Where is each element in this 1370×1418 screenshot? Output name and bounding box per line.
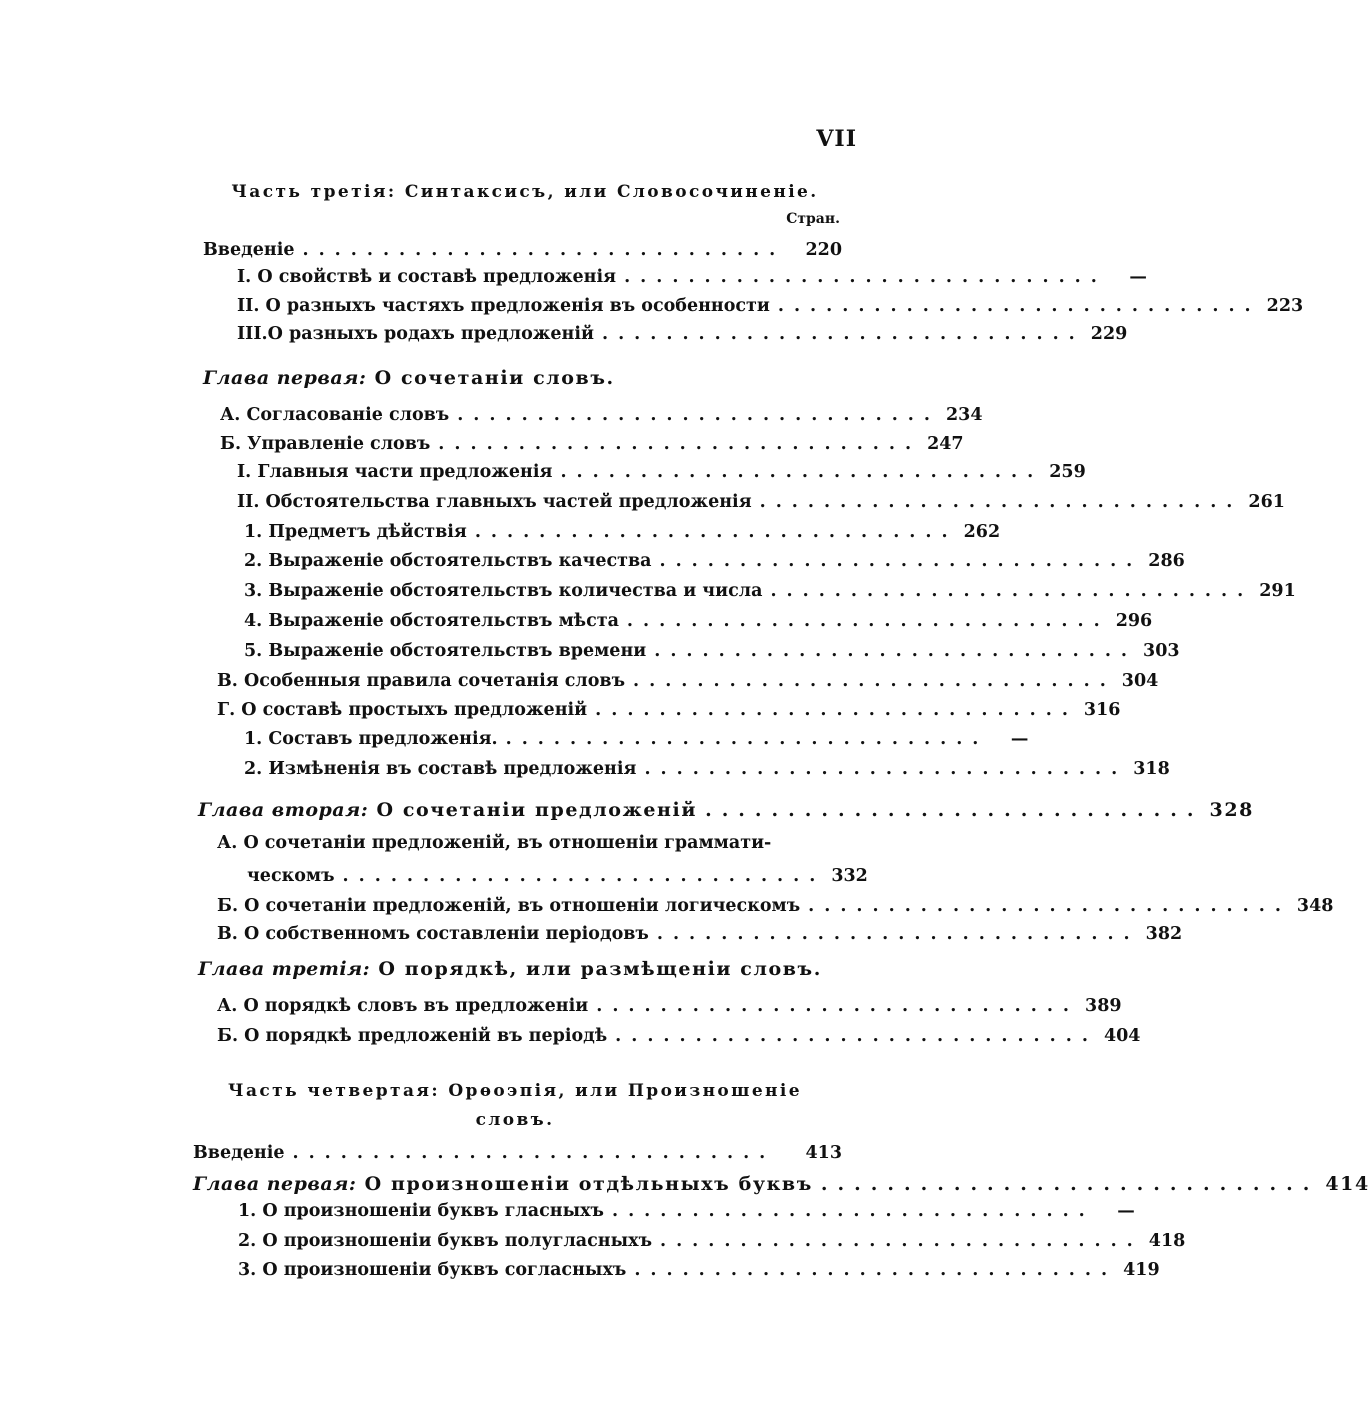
page-ref: — xyxy=(1129,267,1147,287)
page-ref: 304 xyxy=(1121,671,1159,691)
part3-entry-9 xyxy=(237,492,1285,518)
entry-label xyxy=(237,296,770,316)
page-ref: 419 xyxy=(1123,1260,1160,1280)
page-ref: 389 xyxy=(1085,996,1122,1016)
part3-entry-2 xyxy=(237,267,1147,293)
page-number: VII xyxy=(816,126,857,152)
entry-label xyxy=(237,492,752,512)
entry-title: 1. Составъ предложенія. xyxy=(244,729,498,749)
entry-label xyxy=(238,1260,626,1280)
dot-leader: .............................. xyxy=(602,324,1085,344)
page-ref: 316 xyxy=(1083,700,1121,720)
dot-leader: .............................. xyxy=(615,1026,1098,1046)
page-ref: 328 xyxy=(1209,799,1254,821)
part3-entry-4 xyxy=(237,324,1128,350)
entry-label xyxy=(244,729,498,749)
entry-label xyxy=(217,1026,607,1046)
entry-label xyxy=(220,405,449,425)
part3-entry-6 xyxy=(220,405,983,431)
entry-title: I. Главныя части предложенія xyxy=(237,462,553,482)
part3-entry-24 xyxy=(198,958,842,984)
page-ref: 259 xyxy=(1049,462,1086,482)
page-ref: — xyxy=(1010,729,1029,749)
dot-leader: .............................. xyxy=(660,1231,1143,1251)
part4-entry-5 xyxy=(238,1260,1160,1286)
entry-title: О произношеніи отдѣльныхъ буквъ xyxy=(356,1173,813,1195)
part3-entry-5 xyxy=(203,367,842,393)
part3-entry-26 xyxy=(217,1026,1141,1052)
entry-title: А. О сочетаніи предложеній, въ отношеніи граммати- xyxy=(217,833,772,853)
part3-entry-18 xyxy=(244,759,1170,785)
entry-title: 1. Предметъ дѣйствія xyxy=(244,522,467,542)
entry-title: О порядкѣ, или размѣщеніи словъ. xyxy=(370,958,822,980)
part4-entry-3 xyxy=(238,1201,1135,1227)
dot-leader: .............................. xyxy=(626,611,1110,631)
entry-label xyxy=(217,700,587,720)
dot-leader: .............................. xyxy=(611,1201,1095,1221)
dot-leader: .............................. xyxy=(438,434,922,454)
part3-entry-22 xyxy=(217,896,1334,922)
entry-label xyxy=(237,324,594,344)
page-ref: 261 xyxy=(1248,492,1285,512)
page-ref: 414 xyxy=(1325,1173,1370,1195)
dot-leader: .............................. xyxy=(820,1173,1320,1195)
dot-leader: .............................. xyxy=(634,1260,1118,1280)
part3-entry-3 xyxy=(237,296,1304,322)
dot-leader: .............................. xyxy=(770,581,1254,601)
entry-label xyxy=(193,1173,813,1195)
part3-entry-23 xyxy=(217,924,1183,950)
entry-label xyxy=(220,434,430,454)
entry-title: 3. О произношеніи буквъ согласныхъ xyxy=(238,1260,627,1280)
dot-leader: .............................. xyxy=(705,799,1204,821)
entry-title: О сочетаніи словъ. xyxy=(366,367,615,389)
entry-title: Б. Управленіе словъ xyxy=(220,434,431,454)
dot-leader: .............................. xyxy=(777,296,1261,316)
part4-entry-2 xyxy=(193,1173,1370,1199)
part3-entry-20 xyxy=(217,833,842,859)
entry-title: Б. О сочетаніи предложеній, въ отношеніи логическомъ xyxy=(217,896,801,916)
chapter-heading: Глава третія: xyxy=(198,958,371,980)
entry-title: I. О свойствѣ и составѣ предложенія xyxy=(237,267,617,287)
entry-label xyxy=(244,641,646,661)
part3-entry-17 xyxy=(244,729,1029,755)
chapter-heading: Глава первая: xyxy=(203,367,367,389)
dot-leader: .............................. xyxy=(560,462,1044,482)
chapter-heading: Глава первая: xyxy=(193,1173,357,1195)
part3-entry-11 xyxy=(244,551,1185,577)
dot-leader: .............................. xyxy=(292,1143,776,1163)
entry-title: Г. О составѣ простыхъ предложеній xyxy=(217,700,588,720)
entry-label xyxy=(244,551,652,571)
page-ref: 220 xyxy=(805,240,842,260)
entry-label xyxy=(237,462,552,482)
entry-title: А. О порядкѣ словъ въ предложеніи xyxy=(217,996,589,1016)
page-ref: 229 xyxy=(1090,324,1128,344)
entry-label xyxy=(244,581,762,601)
entry-label xyxy=(247,866,335,886)
page-ref: 234 xyxy=(945,405,983,425)
page-ref: 404 xyxy=(1103,1026,1141,1046)
entry-label xyxy=(244,611,619,631)
entry-title: Введеніе xyxy=(193,1143,285,1163)
entry-label xyxy=(217,671,625,691)
dot-leader: .............................. xyxy=(654,641,1138,661)
dot-leader: .............................. xyxy=(644,759,1128,779)
part4-entry-4 xyxy=(238,1231,1186,1257)
entry-label xyxy=(198,799,697,821)
part3-entry-25 xyxy=(217,996,1122,1022)
part4-entry-1 xyxy=(193,1143,842,1169)
entry-label xyxy=(238,1231,652,1251)
entry-title: 2. О произношеніи буквъ полугласныхъ xyxy=(238,1231,652,1251)
page-ref: 332 xyxy=(831,866,868,886)
entry-title: 3. Выраженіе обстоятельствъ количества и числа xyxy=(244,581,763,601)
entry-title: 5. Выраженіе обстоятельствъ времени xyxy=(244,641,647,661)
dot-leader: .............................. xyxy=(656,924,1140,944)
page-ref: 382 xyxy=(1145,924,1183,944)
chapter-heading: Глава вторая: xyxy=(198,799,369,821)
entry-title: II. Обстоятельства главныхъ частей предложенія xyxy=(237,492,752,512)
entry-label xyxy=(217,924,649,944)
part3-entry-14 xyxy=(244,641,1180,667)
part3-entry-15 xyxy=(217,671,1159,697)
dot-leader: .............................. xyxy=(759,492,1243,512)
part3-entry-1 xyxy=(203,240,842,266)
entry-label xyxy=(198,958,822,980)
dot-leader: .............................. xyxy=(659,551,1143,571)
entry-title: А. Согласованіе словъ xyxy=(220,405,450,425)
part3-entry-10 xyxy=(244,522,1001,548)
page-ref: 262 xyxy=(963,522,1001,542)
entry-title: ческомъ xyxy=(247,866,335,886)
part3-entry-12 xyxy=(244,581,1296,607)
entry-label xyxy=(217,833,771,853)
part3-entry-19 xyxy=(198,799,1254,825)
page-ref: 348 xyxy=(1296,896,1334,916)
entry-title: О сочетаніи предложеній xyxy=(368,799,698,821)
dot-leader: .............................. xyxy=(342,866,826,886)
entry-title: 2. Выраженіе обстоятельствъ качества xyxy=(244,551,652,571)
part3-entry-7 xyxy=(220,434,964,460)
entry-title: В. Особенныя правила сочетанія словъ xyxy=(217,671,626,691)
dot-leader: .............................. xyxy=(633,671,1116,691)
entry-label xyxy=(193,1143,284,1163)
entry-label xyxy=(217,996,588,1016)
dot-leader: .............................. xyxy=(596,996,1080,1016)
part3-entry-13 xyxy=(244,611,1153,637)
part3-entry-8 xyxy=(237,462,1086,488)
dot-leader: .............................. xyxy=(808,896,1291,916)
part3-entry-16 xyxy=(217,700,1121,726)
entry-label xyxy=(203,367,615,389)
entry-label xyxy=(244,759,636,779)
entry-title: Введеніе xyxy=(203,240,295,260)
page-ref: 303 xyxy=(1143,641,1180,661)
entry-label xyxy=(217,896,800,916)
entry-label xyxy=(244,522,467,542)
page-ref: — xyxy=(1117,1201,1135,1221)
page-column-header: Стран. xyxy=(786,211,840,227)
entry-label xyxy=(237,267,616,287)
part-four-title-line1: Часть четвертая: Орѳоэпія, или Произношеніе xyxy=(228,1081,802,1101)
page-ref: 418 xyxy=(1148,1231,1186,1251)
entry-title: Б. О порядкѣ предложеній въ періодѣ xyxy=(217,1026,608,1046)
dot-leader: .............................. xyxy=(595,700,1078,720)
part-four-title-line2: словъ. xyxy=(475,1110,555,1130)
part-three-title: Часть третія: Синтаксисъ, или Словосочиненіе. xyxy=(231,182,819,202)
entry-title: III.О разныхъ родахъ предложеній xyxy=(237,324,594,344)
entry-title: 4. Выраженіе обстоятельствъ мѣста xyxy=(244,611,619,631)
page-ref: 286 xyxy=(1148,551,1185,571)
dot-leader: .............................. xyxy=(474,522,958,542)
dot-leader: .............................. xyxy=(505,729,989,749)
part3-entry-21 xyxy=(247,866,868,892)
entry-title: 1. О произношеніи буквъ гласныхъ xyxy=(238,1201,604,1221)
page-ref: 291 xyxy=(1259,581,1296,601)
page-ref: 247 xyxy=(927,434,964,454)
dot-leader: .............................. xyxy=(457,405,940,425)
page-ref: 223 xyxy=(1266,296,1304,316)
page-ref: 413 xyxy=(805,1143,842,1163)
entry-label xyxy=(203,240,294,260)
entry-title: 2. Измѣненія въ составѣ предложенія xyxy=(244,759,637,779)
page-ref: 296 xyxy=(1115,611,1153,631)
entry-title: II. О разныхъ частяхъ предложенія въ особенности xyxy=(237,296,770,316)
entry-title: В. О собственномъ составленіи періодовъ xyxy=(217,924,649,944)
page-ref: 318 xyxy=(1133,759,1170,779)
dot-leader: .............................. xyxy=(624,267,1107,287)
dot-leader: .............................. xyxy=(302,240,786,260)
entry-label xyxy=(238,1201,604,1221)
